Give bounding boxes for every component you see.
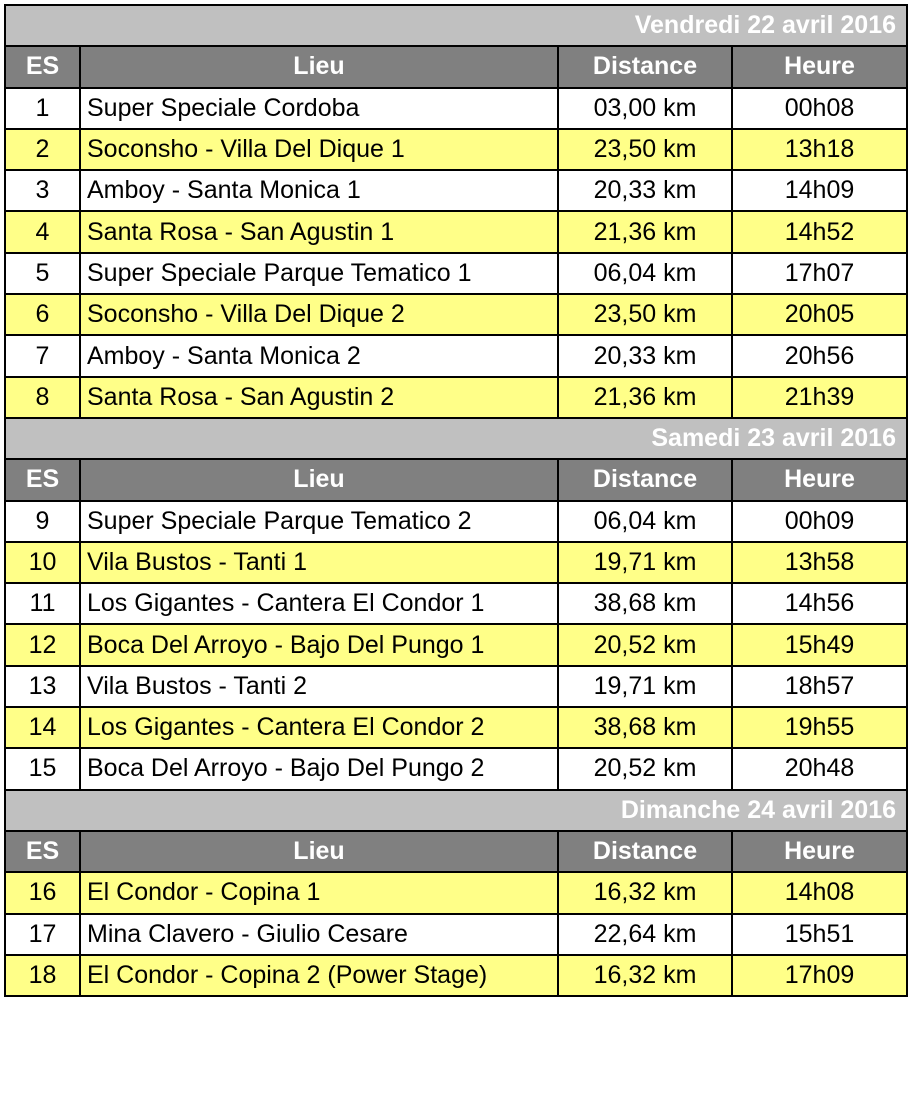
stage-row <box>5 542 907 583</box>
stage-row <box>5 707 907 748</box>
stage-time: 13h58 <box>732 542 907 583</box>
stage-location: Amboy - Santa Monica 1 <box>80 170 558 211</box>
stage-row <box>5 955 907 996</box>
header-distance: Distance <box>558 831 732 872</box>
day-header-row <box>5 790 907 831</box>
stage-time: 13h18 <box>732 129 907 170</box>
stage-location: El Condor - Copina 2 (Power Stage) <box>80 955 558 996</box>
stage-location: Santa Rosa - San Agustin 2 <box>80 377 558 418</box>
stage-number: 11 <box>5 583 80 624</box>
stage-time: 00h09 <box>732 501 907 542</box>
day-title: Dimanche 24 avril 2016 <box>5 790 907 831</box>
stage-distance: 06,04 km <box>558 501 732 542</box>
header-lieu: Lieu <box>80 459 558 500</box>
header-lieu: Lieu <box>80 831 558 872</box>
day-header-row <box>5 418 907 459</box>
day-title: Vendredi 22 avril 2016 <box>5 5 907 46</box>
stage-row <box>5 914 907 955</box>
stage-row <box>5 666 907 707</box>
column-header-row <box>5 46 907 87</box>
stage-location: Los Gigantes - Cantera El Condor 1 <box>80 583 558 624</box>
stage-distance: 22,64 km <box>558 914 732 955</box>
stage-distance: 16,32 km <box>558 955 732 996</box>
stage-distance: 38,68 km <box>558 583 732 624</box>
header-distance: Distance <box>558 459 732 500</box>
stage-distance: 20,52 km <box>558 748 732 789</box>
header-es: ES <box>5 831 80 872</box>
header-lieu: Lieu <box>80 46 558 87</box>
stage-location: Mina Clavero - Giulio Cesare <box>80 914 558 955</box>
stage-distance: 19,71 km <box>558 542 732 583</box>
stage-location: Santa Rosa - San Agustin 1 <box>80 211 558 252</box>
stage-distance: 20,33 km <box>558 335 732 376</box>
stage-time: 14h09 <box>732 170 907 211</box>
stage-location: Boca Del Arroyo - Bajo Del Pungo 1 <box>80 624 558 665</box>
stage-distance: 21,36 km <box>558 377 732 418</box>
stage-location: Amboy - Santa Monica 2 <box>80 335 558 376</box>
stage-time: 14h56 <box>732 583 907 624</box>
header-heure: Heure <box>732 831 907 872</box>
schedule-body <box>5 5 907 996</box>
stage-row <box>5 335 907 376</box>
stage-distance: 38,68 km <box>558 707 732 748</box>
header-heure: Heure <box>732 459 907 500</box>
stage-time: 19h55 <box>732 707 907 748</box>
stage-row <box>5 211 907 252</box>
stage-number: 2 <box>5 129 80 170</box>
stage-location: Boca Del Arroyo - Bajo Del Pungo 2 <box>80 748 558 789</box>
stage-time: 00h08 <box>732 88 907 129</box>
stage-time: 15h49 <box>732 624 907 665</box>
stage-distance: 03,00 km <box>558 88 732 129</box>
stage-time: 15h51 <box>732 914 907 955</box>
stage-distance: 23,50 km <box>558 294 732 335</box>
stage-row <box>5 624 907 665</box>
stage-number: 15 <box>5 748 80 789</box>
stage-number: 14 <box>5 707 80 748</box>
day-title: Samedi 23 avril 2016 <box>5 418 907 459</box>
stage-location: Super Speciale Cordoba <box>80 88 558 129</box>
day-header-row <box>5 5 907 46</box>
stage-number: 5 <box>5 253 80 294</box>
stage-time: 14h08 <box>732 872 907 913</box>
stage-location: Los Gigantes - Cantera El Condor 2 <box>80 707 558 748</box>
stage-number: 12 <box>5 624 80 665</box>
stage-location: Vila Bustos - Tanti 1 <box>80 542 558 583</box>
stage-number: 16 <box>5 872 80 913</box>
stage-number: 3 <box>5 170 80 211</box>
stage-location: Soconsho - Villa Del Dique 1 <box>80 129 558 170</box>
stage-row <box>5 583 907 624</box>
stage-distance: 20,52 km <box>558 624 732 665</box>
stage-time: 14h52 <box>732 211 907 252</box>
stage-number: 7 <box>5 335 80 376</box>
stage-distance: 20,33 km <box>558 170 732 211</box>
stage-row <box>5 748 907 789</box>
stage-row <box>5 377 907 418</box>
stage-location: Super Speciale Parque Tematico 1 <box>80 253 558 294</box>
header-es: ES <box>5 46 80 87</box>
stage-row <box>5 872 907 913</box>
stage-number: 4 <box>5 211 80 252</box>
stage-number: 17 <box>5 914 80 955</box>
header-es: ES <box>5 459 80 500</box>
stage-row <box>5 129 907 170</box>
stage-row <box>5 170 907 211</box>
rally-schedule-table <box>4 4 908 997</box>
stage-number: 10 <box>5 542 80 583</box>
stage-number: 9 <box>5 501 80 542</box>
stage-time: 20h48 <box>732 748 907 789</box>
stage-time: 18h57 <box>732 666 907 707</box>
stage-time: 20h05 <box>732 294 907 335</box>
stage-row <box>5 501 907 542</box>
stage-distance: 23,50 km <box>558 129 732 170</box>
stage-row <box>5 294 907 335</box>
stage-location: El Condor - Copina 1 <box>80 872 558 913</box>
stage-distance: 06,04 km <box>558 253 732 294</box>
stage-distance: 21,36 km <box>558 211 732 252</box>
stage-number: 6 <box>5 294 80 335</box>
stage-row <box>5 88 907 129</box>
stage-time: 20h56 <box>732 335 907 376</box>
stage-time: 17h09 <box>732 955 907 996</box>
stage-distance: 16,32 km <box>558 872 732 913</box>
stage-number: 18 <box>5 955 80 996</box>
stage-number: 1 <box>5 88 80 129</box>
stage-number: 13 <box>5 666 80 707</box>
column-header-row <box>5 459 907 500</box>
stage-row <box>5 253 907 294</box>
stage-time: 17h07 <box>732 253 907 294</box>
header-heure: Heure <box>732 46 907 87</box>
stage-location: Super Speciale Parque Tematico 2 <box>80 501 558 542</box>
stage-distance: 19,71 km <box>558 666 732 707</box>
stage-time: 21h39 <box>732 377 907 418</box>
stage-location: Vila Bustos - Tanti 2 <box>80 666 558 707</box>
column-header-row <box>5 831 907 872</box>
stage-location: Soconsho - Villa Del Dique 2 <box>80 294 558 335</box>
stage-number: 8 <box>5 377 80 418</box>
header-distance: Distance <box>558 46 732 87</box>
